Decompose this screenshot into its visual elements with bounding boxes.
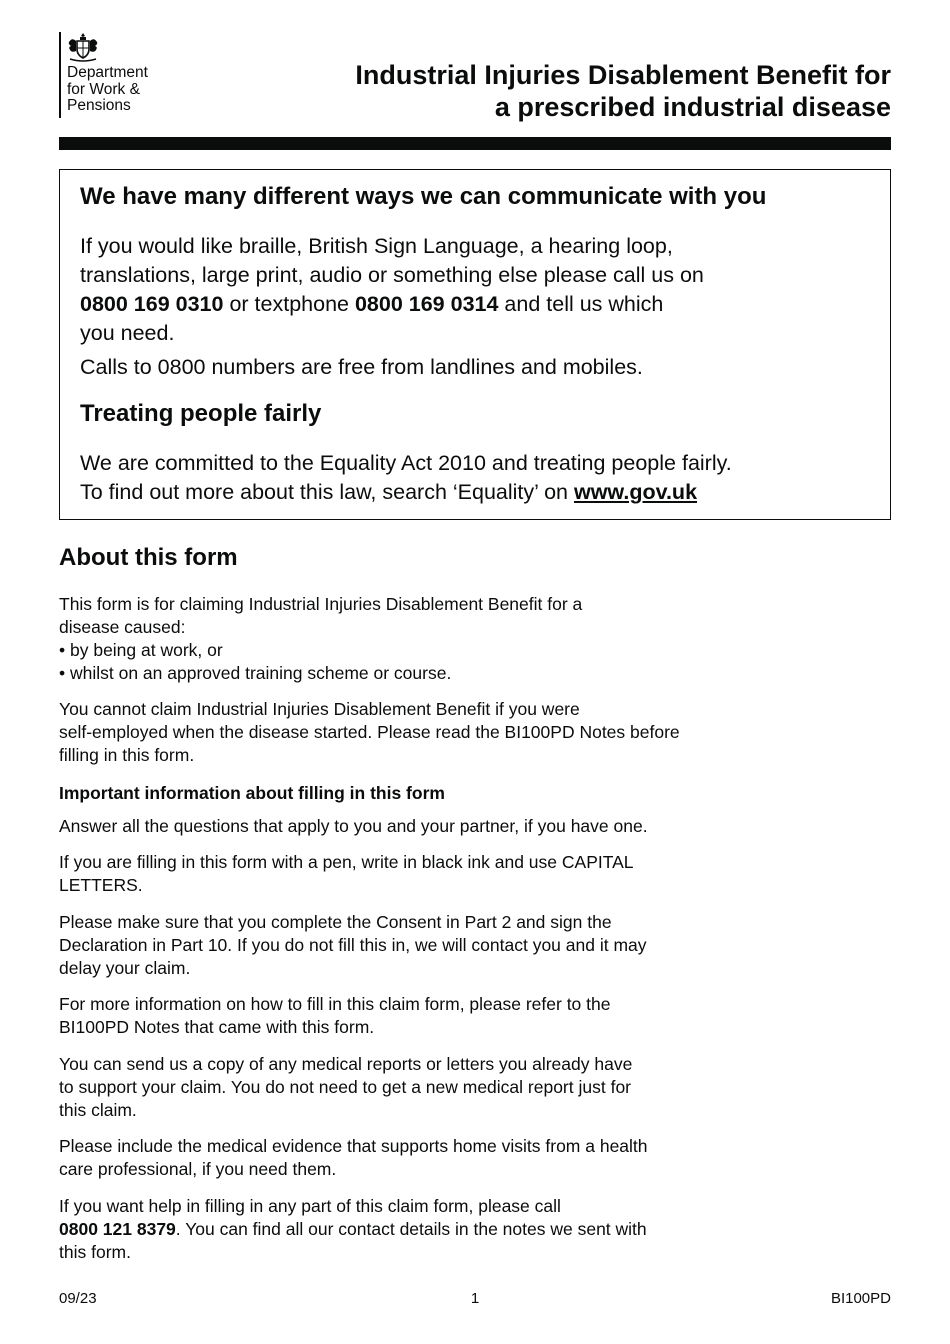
text-line: BI100PD Notes that came with this form. (59, 1017, 375, 1037)
text-line: You can send us a copy of any medical reports or letters you already have (59, 1054, 633, 1074)
header-rule (59, 137, 891, 150)
text-line: Declaration in Part 10. If you do not fill this in, we will contact you and it may (59, 935, 647, 955)
consent-paragraph (59, 911, 759, 980)
org-name-line: for Work & (67, 80, 140, 98)
communication-line (80, 290, 870, 319)
text-line: this form. (59, 1242, 131, 1262)
bullet-item: • whilst on an approved training scheme or course. (59, 663, 452, 683)
form-code: BI100PD (830, 1290, 891, 1307)
logo-divider (59, 32, 61, 118)
medical-reports-paragraph (59, 1053, 759, 1122)
communication-paragraph (80, 232, 870, 348)
gov-uk-link[interactable]: www.gov.uk (573, 480, 698, 504)
text-line: delay your claim. (59, 958, 191, 978)
communication-line: you need. (80, 321, 175, 345)
about-heading: About this form (59, 544, 238, 571)
text-line: self-employed when the disease started. Please read the BI100PD Notes before (59, 722, 680, 742)
home-visits-paragraph (59, 1135, 759, 1181)
communication-box (59, 169, 891, 520)
text-line: disease caused: (59, 617, 186, 637)
calls-free-note: Calls to 0800 numbers are free from landlines and mobiles. (80, 355, 643, 379)
answer-all-paragraph: Answer all the questions that apply to you and your partner, if you have one. (59, 816, 648, 836)
notes-paragraph (59, 993, 759, 1039)
communication-text: and tell us which (498, 292, 664, 316)
page-number: 1 (470, 1290, 480, 1307)
bullet-item: • by being at work, or (59, 640, 223, 660)
help-phone-number: 0800 121 8379 (59, 1219, 176, 1239)
communication-text: or textphone (223, 292, 355, 316)
text-line: Please include the medical evidence that supports home visits from a health (59, 1136, 648, 1156)
text-line (59, 1218, 759, 1241)
fairness-text: To find out more about this law, search ‘Equality’ on (80, 480, 574, 504)
help-paragraph (59, 1195, 759, 1264)
text-line: LETTERS. (59, 875, 143, 895)
form-title-line: Industrial Injuries Disablement Benefit for (355, 60, 891, 90)
text-line: If you want help in filling in any part of this claim form, please call (59, 1196, 561, 1216)
text-line: filling in this form. (59, 745, 195, 765)
text-line: care professional, if you need them. (59, 1159, 337, 1179)
help-text: . You can find all our contact details in the notes we sent with (175, 1219, 647, 1239)
org-name-line: Department (67, 64, 148, 81)
royal-coat-of-arms-icon (65, 32, 101, 62)
pen-paragraph (59, 851, 759, 897)
form-title-line: a prescribed industrial disease (494, 92, 891, 122)
text-line: to support your claim. You do not need to get a new medical report just for (59, 1077, 632, 1097)
about-intro (59, 593, 759, 685)
fairness-paragraph (80, 449, 870, 507)
self-employed-paragraph (59, 698, 759, 767)
phone-number: 0800 169 0310 (80, 292, 224, 316)
text-line: This form is for claiming Industrial Injuries Disablement Benefit for a (59, 594, 583, 614)
fairness-line (80, 478, 870, 507)
text-line: If you are filling in this form with a pen, write in black ink and use CAPITAL (59, 852, 634, 872)
text-line: this claim. (59, 1100, 137, 1120)
footer-date: 09/23 (59, 1290, 97, 1307)
org-name-line: Pensions (67, 97, 131, 114)
important-info-heading: Important information about filling in this form (59, 783, 445, 803)
communication-heading: We have many different ways we can communicate with you (80, 183, 767, 210)
textphone-number: 0800 169 0314 (354, 292, 499, 316)
communication-line: translations, large print, audio or something else please call us on (80, 263, 704, 287)
text-line: For more information on how to fill in this claim form, please refer to the (59, 994, 611, 1014)
text-line: Please make sure that you complete the Consent in Part 2 and sign the (59, 912, 612, 932)
communication-line: If you would like braille, British Sign Language, a hearing loop, (80, 234, 673, 258)
text-line: You cannot claim Industrial Injuries Disablement Benefit if you were (59, 699, 580, 719)
fairness-line: We are committed to the Equality Act 2010 and treating people fairly. (80, 451, 732, 475)
org-name (67, 65, 148, 115)
form-title (271, 59, 891, 123)
fairness-heading: Treating people fairly (80, 400, 322, 427)
